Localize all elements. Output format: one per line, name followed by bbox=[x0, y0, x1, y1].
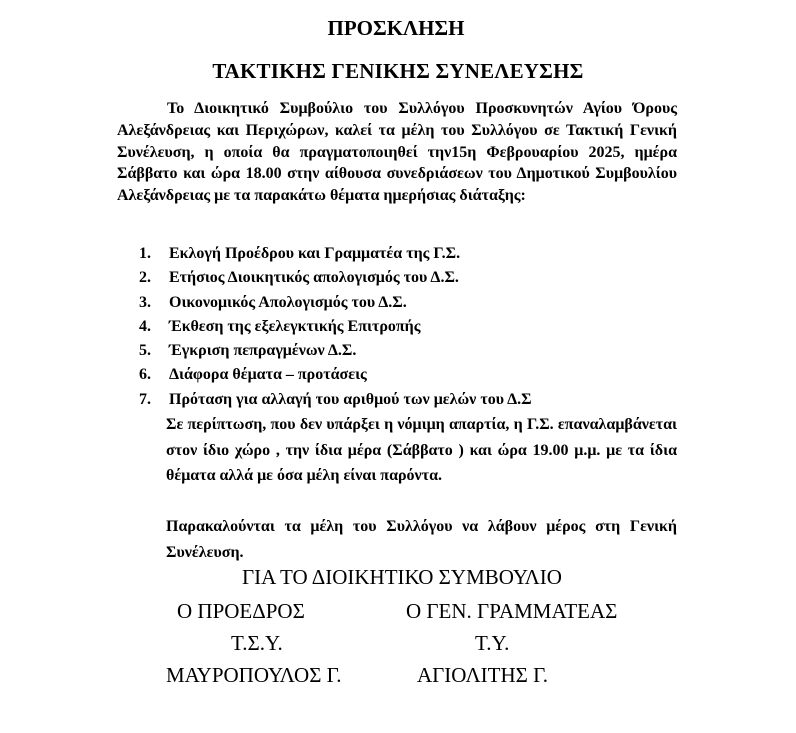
agenda-item-text: Έκθεση της εξελεγκτικής Επιτροπής bbox=[169, 317, 421, 335]
agenda-item-number: 3. bbox=[139, 293, 151, 311]
quorum-note: Σε περίπτωση, που δεν υπάρξει η νόμιμη απαρτία, η Γ.Σ. επαναλαμβάνεται στον ίδιο χώρο , την ίδια μέρα (Σάββατο ) και ώρα 19.00 μ.μ. με τα ίδια θέματα αλλά με όσα μέλη είναι παρόντα. bbox=[166, 416, 677, 484]
agenda-item-text: Έγκριση πεπραγμένων Δ.Σ. bbox=[169, 342, 357, 360]
agenda-item bbox=[139, 291, 679, 315]
agenda-item-text: Ετήσιος Διοικητικός απολογισμός του Δ.Σ. bbox=[169, 269, 459, 287]
agenda-item-number: 4. bbox=[139, 317, 151, 335]
agenda-item-number: 5. bbox=[139, 342, 151, 360]
document-title: ΠΡΟΣΚΛΗΣΗ bbox=[327, 16, 465, 40]
intro-paragraph: Το Διοικητικό Συμβούλιο του Συλλόγου Προσκυνητών Αγίου Όρους Αλεξάνδρειας και Περιχώρων, καλεί τα μέλη του Συλλόγου σε Τακτική Γενική Συνέλευση, η οποία θα πραγματοποιηθεί την15η Φεβρουαρίου 2025, ημέρα Σάββατο και ώρα 18.00 στην αίθουσα συνεδριάσεων του Δημοτικού Συμβουλίου Αλεξάνδρειας με τα παρακάτω θέματα ημερήσιας διάταξης: bbox=[117, 100, 677, 205]
secretary-signature-mark: Τ.Υ. bbox=[475, 631, 510, 655]
signature-heading: ΓΙΑ ΤΟ ΔΙΟΙΚΗΤΙΚΟ ΣΥΜΒΟΥΛΙΟ bbox=[242, 565, 562, 589]
agenda-item bbox=[139, 266, 679, 290]
agenda-item-number: 7. bbox=[139, 390, 151, 408]
agenda-item-text: Οικονομικός Απολογισμός του Δ.Σ. bbox=[169, 293, 407, 311]
agenda-item bbox=[139, 242, 679, 266]
agenda-item-number: 2. bbox=[139, 269, 151, 287]
agenda-item-number: 1. bbox=[139, 245, 151, 262]
agenda-item-text: Διάφορα θέματα – προτάσεις bbox=[169, 366, 367, 384]
agenda-item-number: 6. bbox=[139, 366, 151, 384]
agenda-item bbox=[139, 315, 679, 339]
president-name: ΜΑΥΡΟΠΟΥΛΟΣ Γ. bbox=[166, 663, 342, 687]
president-role: Ο ΠΡΟΕΔΡΟΣ bbox=[177, 599, 305, 623]
agenda-item bbox=[139, 339, 679, 363]
secretary-role: Ο ΓΕΝ. ΓΡΑΜΜΑΤΕΑΣ bbox=[406, 599, 618, 623]
attendance-note: Παρακαλούνται τα μέλη του Συλλόγου να λάβουν μέρος στη Γενική Συνέλευση. bbox=[166, 518, 677, 561]
president-signature-mark: Τ.Σ.Υ. bbox=[231, 631, 283, 655]
agenda-item bbox=[139, 388, 679, 412]
agenda-item-text: Πρόταση για αλλαγή του αριθμού των μελών του Δ.Σ bbox=[169, 390, 532, 408]
agenda-list bbox=[139, 242, 679, 412]
agenda-item-text: Εκλογή Προέδρου και Γραμματέα της Γ.Σ. bbox=[169, 245, 461, 262]
secretary-name: ΑΓΙΟΛΙΤΗΣ Γ. bbox=[417, 663, 549, 687]
agenda-item bbox=[139, 363, 679, 387]
document-subtitle: ΤΑΚΤΙΚΗΣ ΓΕΝΙΚΗΣ ΣΥΝΕΛΕΥΣΗΣ bbox=[212, 59, 584, 83]
